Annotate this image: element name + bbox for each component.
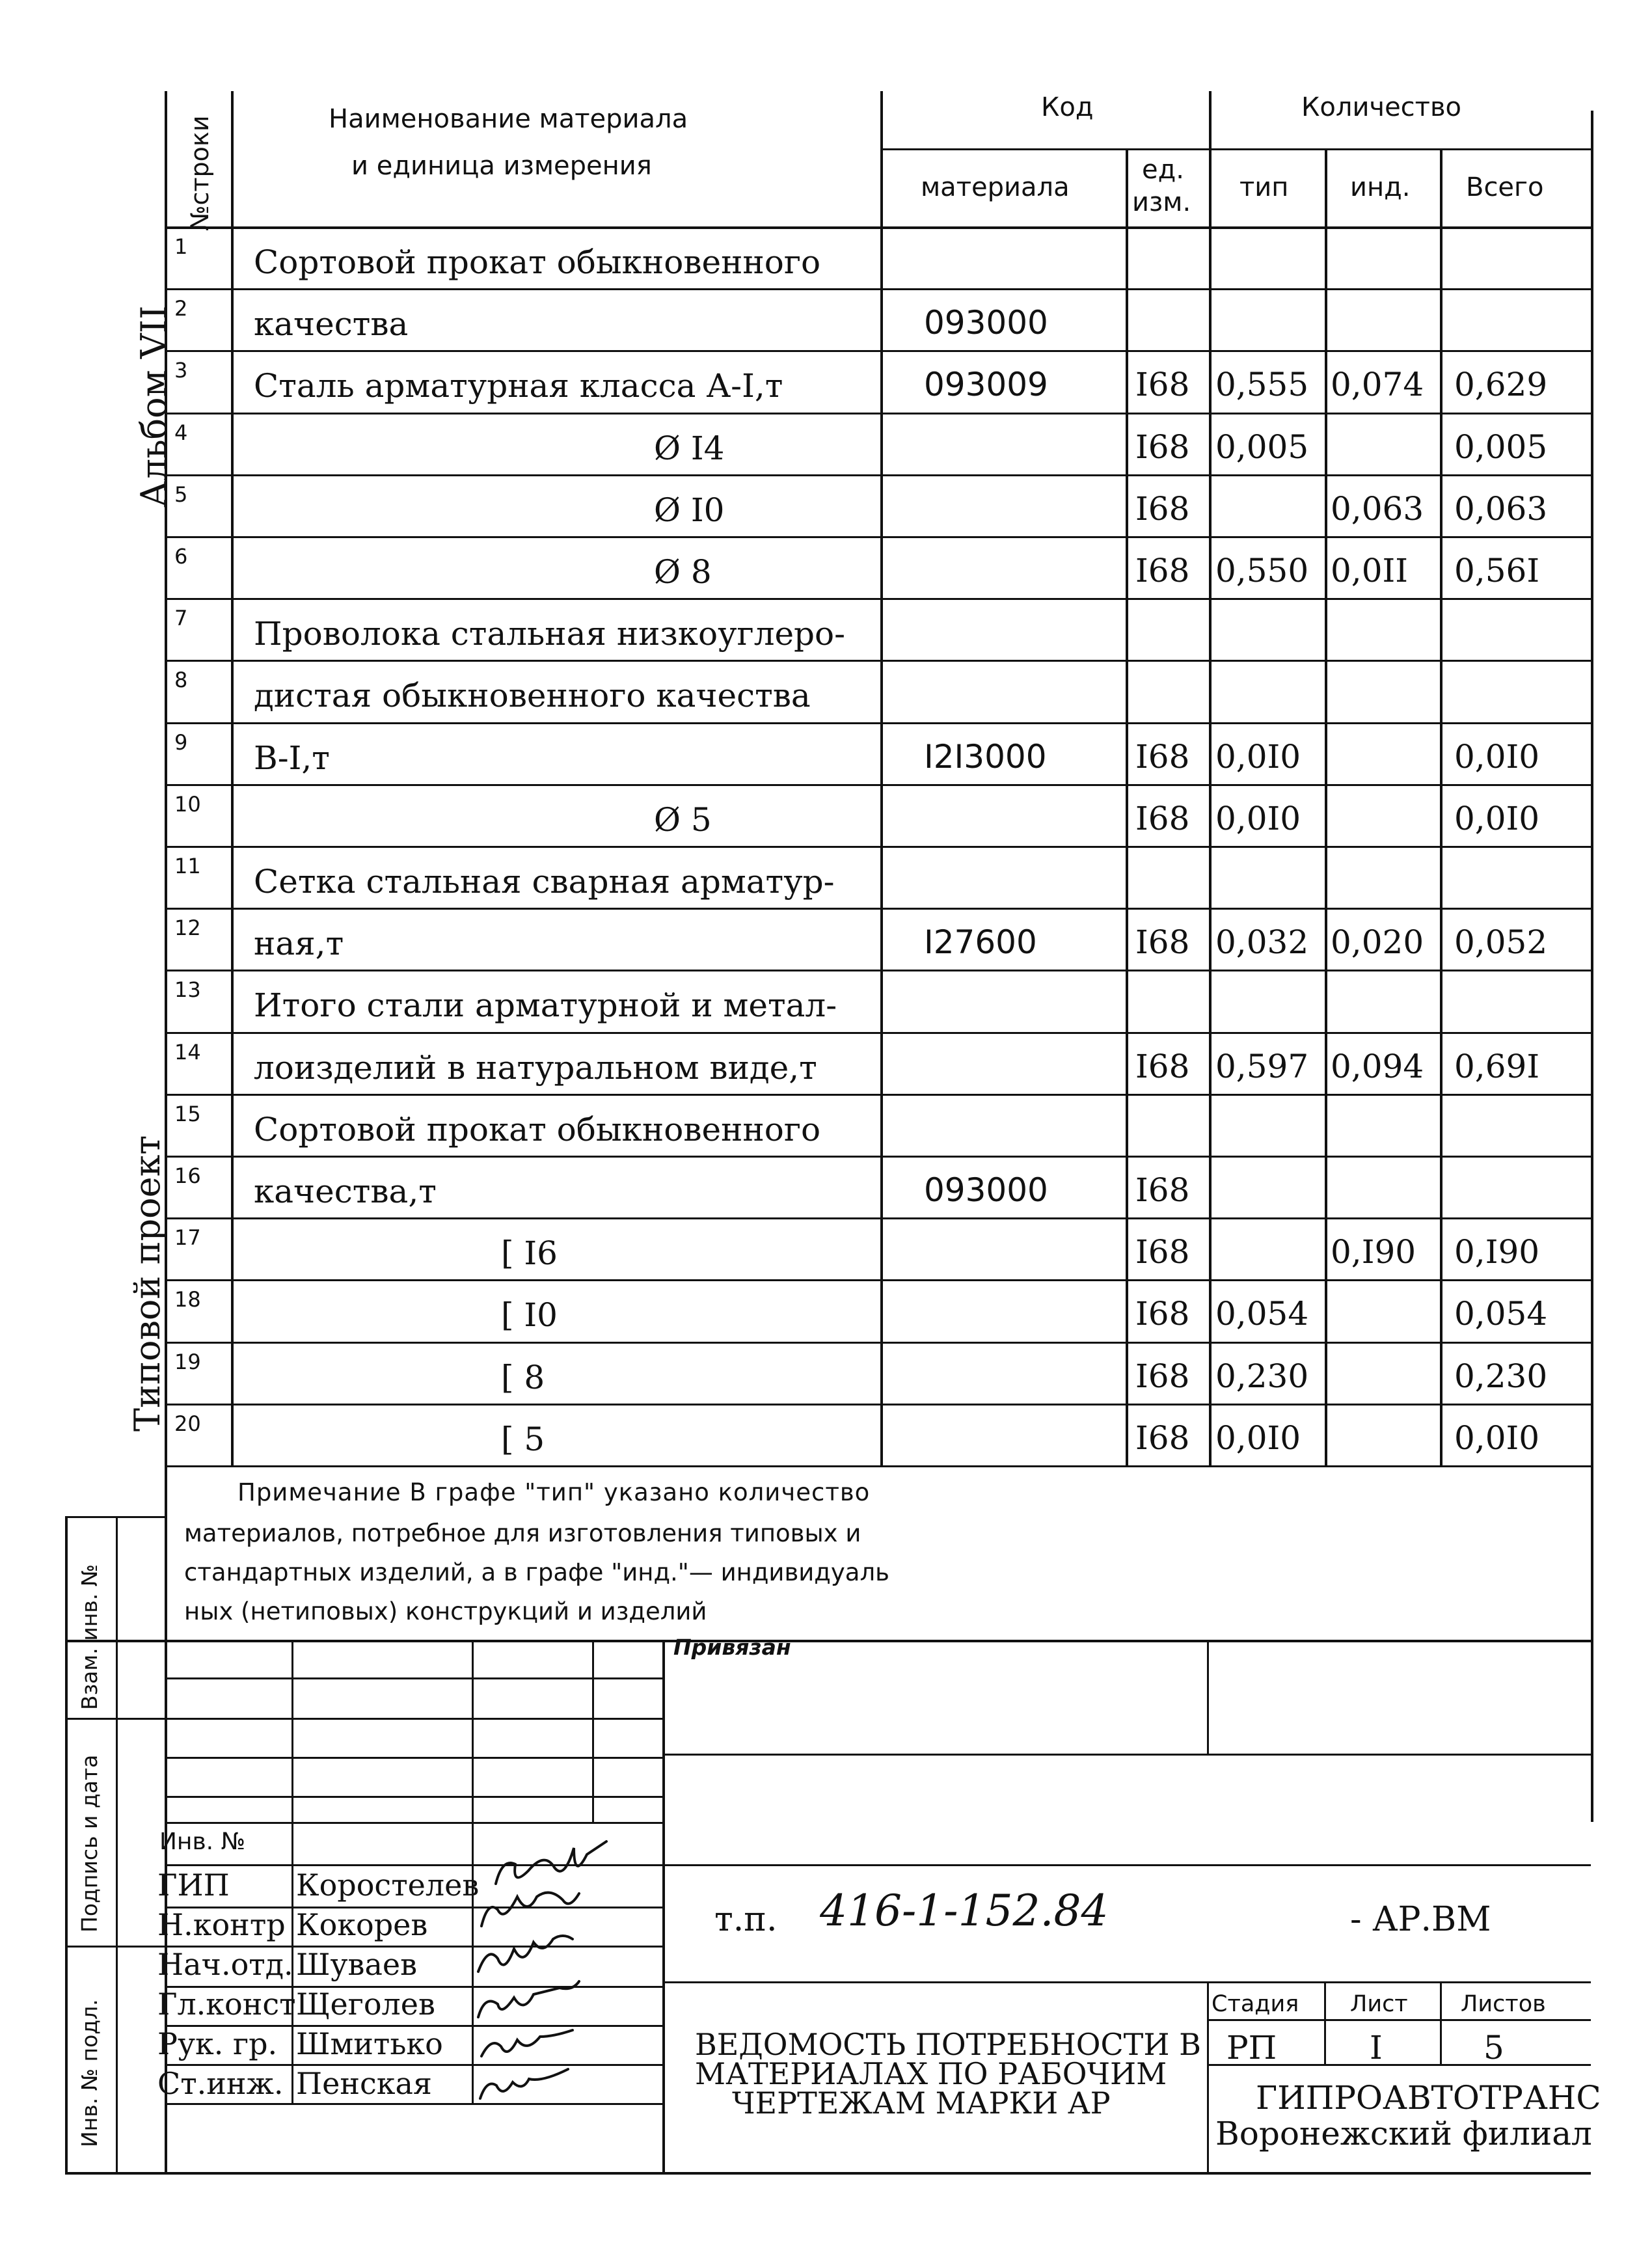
row-typ: 0,230	[1215, 1357, 1309, 1395]
row-number: 9	[174, 729, 188, 755]
row-total: 0,0I0	[1454, 737, 1540, 776]
row-code: 093009	[924, 366, 1048, 404]
header-name-line2: и единица измерения	[351, 151, 652, 181]
row-name: [ I0	[501, 1296, 558, 1335]
role-person: Кокорев	[296, 1907, 428, 1942]
note-line2: материалов, потребное для изготовления типовых и	[184, 1519, 861, 1547]
row-number: 17	[174, 1225, 201, 1251]
row-name: Сортовой прокат обыкновенного	[254, 243, 821, 281]
header-name-line1: Наименование материала	[329, 104, 688, 134]
row-name: ная,т	[254, 925, 344, 963]
row-number: 13	[174, 977, 201, 1003]
row-unit: I68	[1135, 366, 1190, 404]
privyazan-label: Привязан	[673, 1635, 791, 1660]
row-name: Ø 8	[654, 553, 712, 591]
role-title: Н.контр	[157, 1907, 286, 1942]
tp-label: т.п.	[714, 1900, 778, 1939]
row-number: 1	[174, 234, 188, 259]
sheet-value: I	[1370, 2029, 1383, 2067]
row-ind: 0,063	[1331, 489, 1424, 528]
row-total: 0,054	[1454, 1295, 1548, 1333]
row-number: 2	[174, 296, 188, 321]
row-name: [ I6	[501, 1234, 558, 1273]
row-ind: 0,094	[1331, 1047, 1424, 1085]
row-unit: I68	[1135, 1233, 1190, 1271]
row-name: [ 5	[501, 1420, 545, 1458]
row-name: Сетка стальная сварная арматур-	[254, 863, 835, 901]
row-number: 14	[174, 1039, 201, 1065]
row-total: 0,629	[1454, 366, 1548, 404]
row-name: Сталь арматурная класса А-I,т	[254, 367, 783, 405]
row-code: I27600	[924, 923, 1037, 962]
row-number: 11	[174, 854, 201, 878]
row-typ: 0,0I0	[1215, 799, 1301, 837]
row-number: 16	[174, 1163, 201, 1188]
row-code: 093000	[924, 304, 1048, 342]
row-number: 4	[174, 420, 188, 445]
row-name: В-I,т	[254, 739, 330, 777]
row-total: 0,56I	[1454, 552, 1540, 590]
row-total: 0,0I0	[1454, 1419, 1540, 1457]
row-number: 8	[174, 668, 188, 693]
role-title: Гл.конст	[157, 1987, 296, 2022]
row-unit: I68	[1135, 1047, 1190, 1085]
row-name: Проволока стальная низкоуглеро-	[254, 615, 846, 653]
row-name: Ø I0	[654, 491, 725, 529]
row-code: 093000	[924, 1171, 1048, 1209]
row-number: 20	[174, 1411, 201, 1436]
row-typ: 0,005	[1215, 428, 1309, 466]
row-number: 12	[174, 916, 201, 941]
tp-number: 416-1-152.84	[820, 1886, 1109, 1936]
row-number: 19	[174, 1349, 201, 1374]
row-unit: I68	[1135, 799, 1190, 837]
mark-label: - АР.ВМ	[1350, 1900, 1491, 1939]
row-unit: I68	[1135, 552, 1190, 590]
vzam-label: Взам. инв. №	[77, 1564, 102, 1710]
org-line2: Воронежский филиал	[1215, 2115, 1592, 2152]
role-title: Ст.инж.	[157, 2066, 284, 2101]
note-line4: ных (нетиповых) конструкций и изделий	[184, 1597, 707, 1625]
row-total: 0,063	[1454, 489, 1548, 528]
row-number: 15	[174, 1101, 201, 1126]
title-line2: МАТЕРИАЛАХ ПО РАБОЧИМ	[695, 2056, 1167, 2091]
row-number: 6	[174, 544, 188, 569]
row-number: 3	[174, 358, 188, 383]
row-name: Итого стали арматурной и метал-	[254, 986, 837, 1025]
header-unit-2: изм.	[1132, 187, 1191, 217]
sheet-label: Лист	[1350, 1991, 1408, 2017]
header-qty-group: Количество	[1301, 92, 1462, 122]
inv-no-label: Инв. №	[159, 1828, 246, 1855]
row-name: [ 8	[501, 1358, 545, 1396]
row-unit: I68	[1135, 428, 1190, 466]
row-typ: 0,597	[1215, 1047, 1309, 1085]
row-unit: I68	[1135, 1295, 1190, 1333]
row-unit: I68	[1135, 923, 1190, 962]
note-line1: Примечание В графе "тип" указано количество	[237, 1478, 871, 1506]
album-label: Альбом VII	[133, 305, 174, 508]
role-person: Шмитько	[296, 2026, 443, 2061]
title-line1: ВЕДОМОСТЬ ПОТРЕБНОСТИ В	[695, 2027, 1201, 2062]
row-unit: I68	[1135, 1171, 1190, 1209]
header-typ: тип	[1239, 172, 1289, 202]
row-name: Ø I4	[654, 429, 725, 467]
row-total: 0,052	[1454, 923, 1548, 962]
sheets-label: Листов	[1461, 1991, 1546, 2017]
row-typ: 0,0I0	[1215, 737, 1301, 776]
row-typ: 0,054	[1215, 1295, 1309, 1333]
sheets-value: 5	[1483, 2029, 1504, 2067]
row-number: 5	[174, 482, 188, 507]
row-total: 0,005	[1454, 428, 1548, 466]
row-unit: I68	[1135, 737, 1190, 776]
inv-podl-label: Инв. № подл.	[77, 1999, 102, 2147]
row-name: Ø 5	[654, 800, 712, 839]
role-title: Рук. гр.	[157, 2026, 278, 2061]
note-line3: стандартных изделий, а в графе "инд."— индивидуаль	[184, 1558, 889, 1586]
role-person: Коростелев	[296, 1867, 480, 1903]
row-unit: I68	[1135, 489, 1190, 528]
role-person: Щеголев	[296, 1987, 435, 2022]
row-typ: 0,0I0	[1215, 1419, 1301, 1457]
project-label: Типовой проект	[127, 1135, 168, 1432]
row-name: Сортовой прокат обыкновенного	[254, 1110, 821, 1148]
row-number: 18	[174, 1287, 201, 1312]
stage-value: РП	[1226, 2029, 1277, 2067]
row-number: 10	[174, 791, 201, 817]
header-row-no: №строки	[185, 115, 214, 231]
header-code-group: Код	[1041, 92, 1094, 122]
header-total: Всего	[1466, 172, 1544, 202]
row-typ: 0,555	[1215, 366, 1309, 404]
header-unit-1: ед.	[1142, 155, 1184, 185]
row-ind: 0,020	[1331, 923, 1424, 962]
stage-label: Стадия	[1212, 1991, 1299, 2017]
row-unit: I68	[1135, 1357, 1190, 1395]
row-number: 7	[174, 606, 188, 631]
row-name: лоизделий в натуральном виде,т	[254, 1048, 817, 1087]
row-total: 0,I90	[1454, 1233, 1540, 1271]
row-ind: 0,I90	[1331, 1233, 1416, 1271]
podpis-label: Подпись и дата	[77, 1754, 102, 1933]
row-total: 0,0I0	[1454, 799, 1540, 837]
role-person: Пенская	[296, 2066, 432, 2101]
header-code: материала	[921, 172, 1070, 202]
row-name: дистая обыкновенного качества	[254, 677, 811, 715]
org-line1: ГИПРОАВТОТРАНС	[1256, 2079, 1601, 2117]
row-typ: 0,032	[1215, 923, 1309, 962]
row-total: 0,230	[1454, 1357, 1548, 1395]
row-name: качества	[254, 305, 409, 344]
role-title: ГИП	[157, 1867, 230, 1903]
row-unit: I68	[1135, 1419, 1190, 1457]
row-typ: 0,550	[1215, 552, 1309, 590]
row-name: качества,т	[254, 1173, 437, 1210]
title-line3: ЧЕРТЕЖАМ МАРКИ АР	[732, 2085, 1111, 2121]
role-person: Шуваев	[296, 1947, 417, 1982]
row-total: 0,69I	[1454, 1047, 1540, 1085]
row-code: I2I3000	[924, 737, 1047, 776]
header-ind: инд.	[1350, 172, 1411, 202]
row-ind: 0,074	[1331, 366, 1424, 404]
row-ind: 0,0II	[1331, 552, 1409, 590]
role-title: Нач.отд.	[157, 1947, 293, 1982]
